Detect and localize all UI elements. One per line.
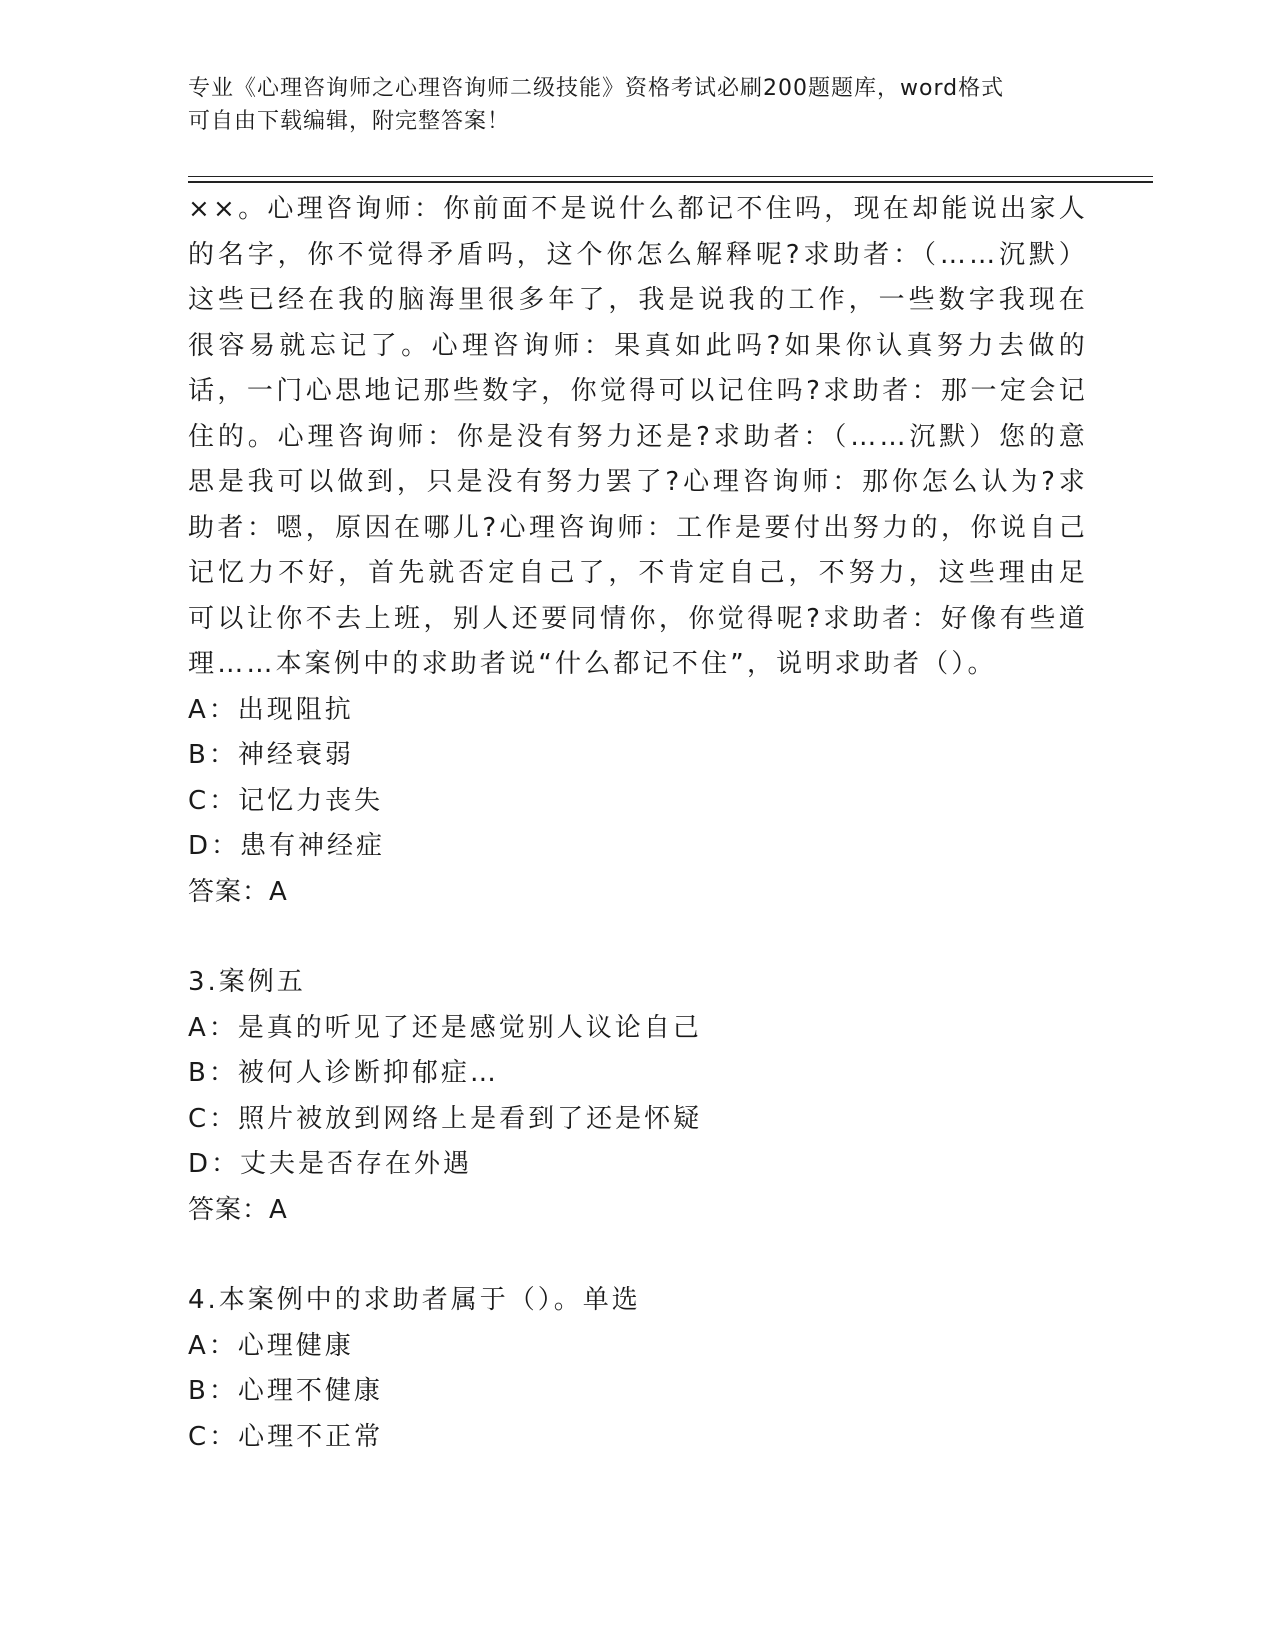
question-3-stem: 3.案例五 [188, 967, 306, 997]
question-4-stem: 4.本案例中的求助者属于（）。单选 [188, 1285, 641, 1315]
question-3-answer: 答案：A [188, 1194, 288, 1225]
question-3-option-b: B：被何人诊断抑郁症… [188, 1058, 499, 1088]
question-2-option-c: C：记忆力丧失 [188, 785, 384, 816]
spacer [188, 915, 1088, 960]
question-3-option-a: A：是真的听见了还是感觉别人议论自己 [188, 1012, 702, 1043]
question-3-option-d: D：丈夫是否存在外遇 [188, 1149, 473, 1179]
spacer [188, 1233, 1088, 1278]
question-content [188, 187, 1088, 1460]
question-2 [188, 187, 1088, 915]
question-2-answer: 答案：A [188, 876, 288, 907]
question-3 [188, 960, 1088, 1233]
question-2-stem: ××。心理咨询师：你前面不是说什么都记不住吗，现在却能说出家人的名字，你不觉得矛盾吗，这个你怎么解释呢?求助者：（……沉默）这些已经在我的脑海里很多年了，我是说我的工作，一些数字我现在很容易就忘记了。心理咨询师：果真如此吗?如果你认真努力去做的话，一门心思地记那些数字，你觉得可以记住吗?求助者：那一定会记住的。心理咨询师：你是没有努力还是?求助者：（……沉默）您的意思是我可以做到，只是没有努力罢了?心理咨询师：那你怎么认为?求助者：嗯，原因在哪儿?心理咨询师：工作是要付出努力的，你说自己记忆力不好，首先就否定自己了，不肯定自己，不努力，这些理由足可以让你不去上班，别人还要同情你，你觉得呢?求助者：好像有些道理……本案例中的求助者说“什么都记不住”，说明求助者（）。 [188, 194, 1088, 679]
page-header [188, 72, 1088, 138]
question-4-option-b: B：心理不健康 [188, 1376, 383, 1406]
question-2-option-a: A：出现阻抗 [188, 694, 354, 725]
question-4-option-a: A：心理健康 [188, 1330, 354, 1361]
question-2-option-d: D：患有神经症 [188, 831, 386, 861]
question-2-option-b: B：神经衰弱 [188, 740, 354, 770]
question-4-option-c: C：心理不正常 [188, 1421, 384, 1452]
header-line-1: 专业《心理咨询师之心理咨询师二级技能》资格考试必刷200题题库，word格式 [188, 76, 1005, 101]
header-divider [188, 176, 1153, 183]
question-4 [188, 1278, 1088, 1460]
header-line-2: 可自由下载编辑，附完整答案！ [188, 109, 511, 134]
question-3-option-c: C：照片被放到网络上是看到了还是怀疑 [188, 1103, 703, 1134]
